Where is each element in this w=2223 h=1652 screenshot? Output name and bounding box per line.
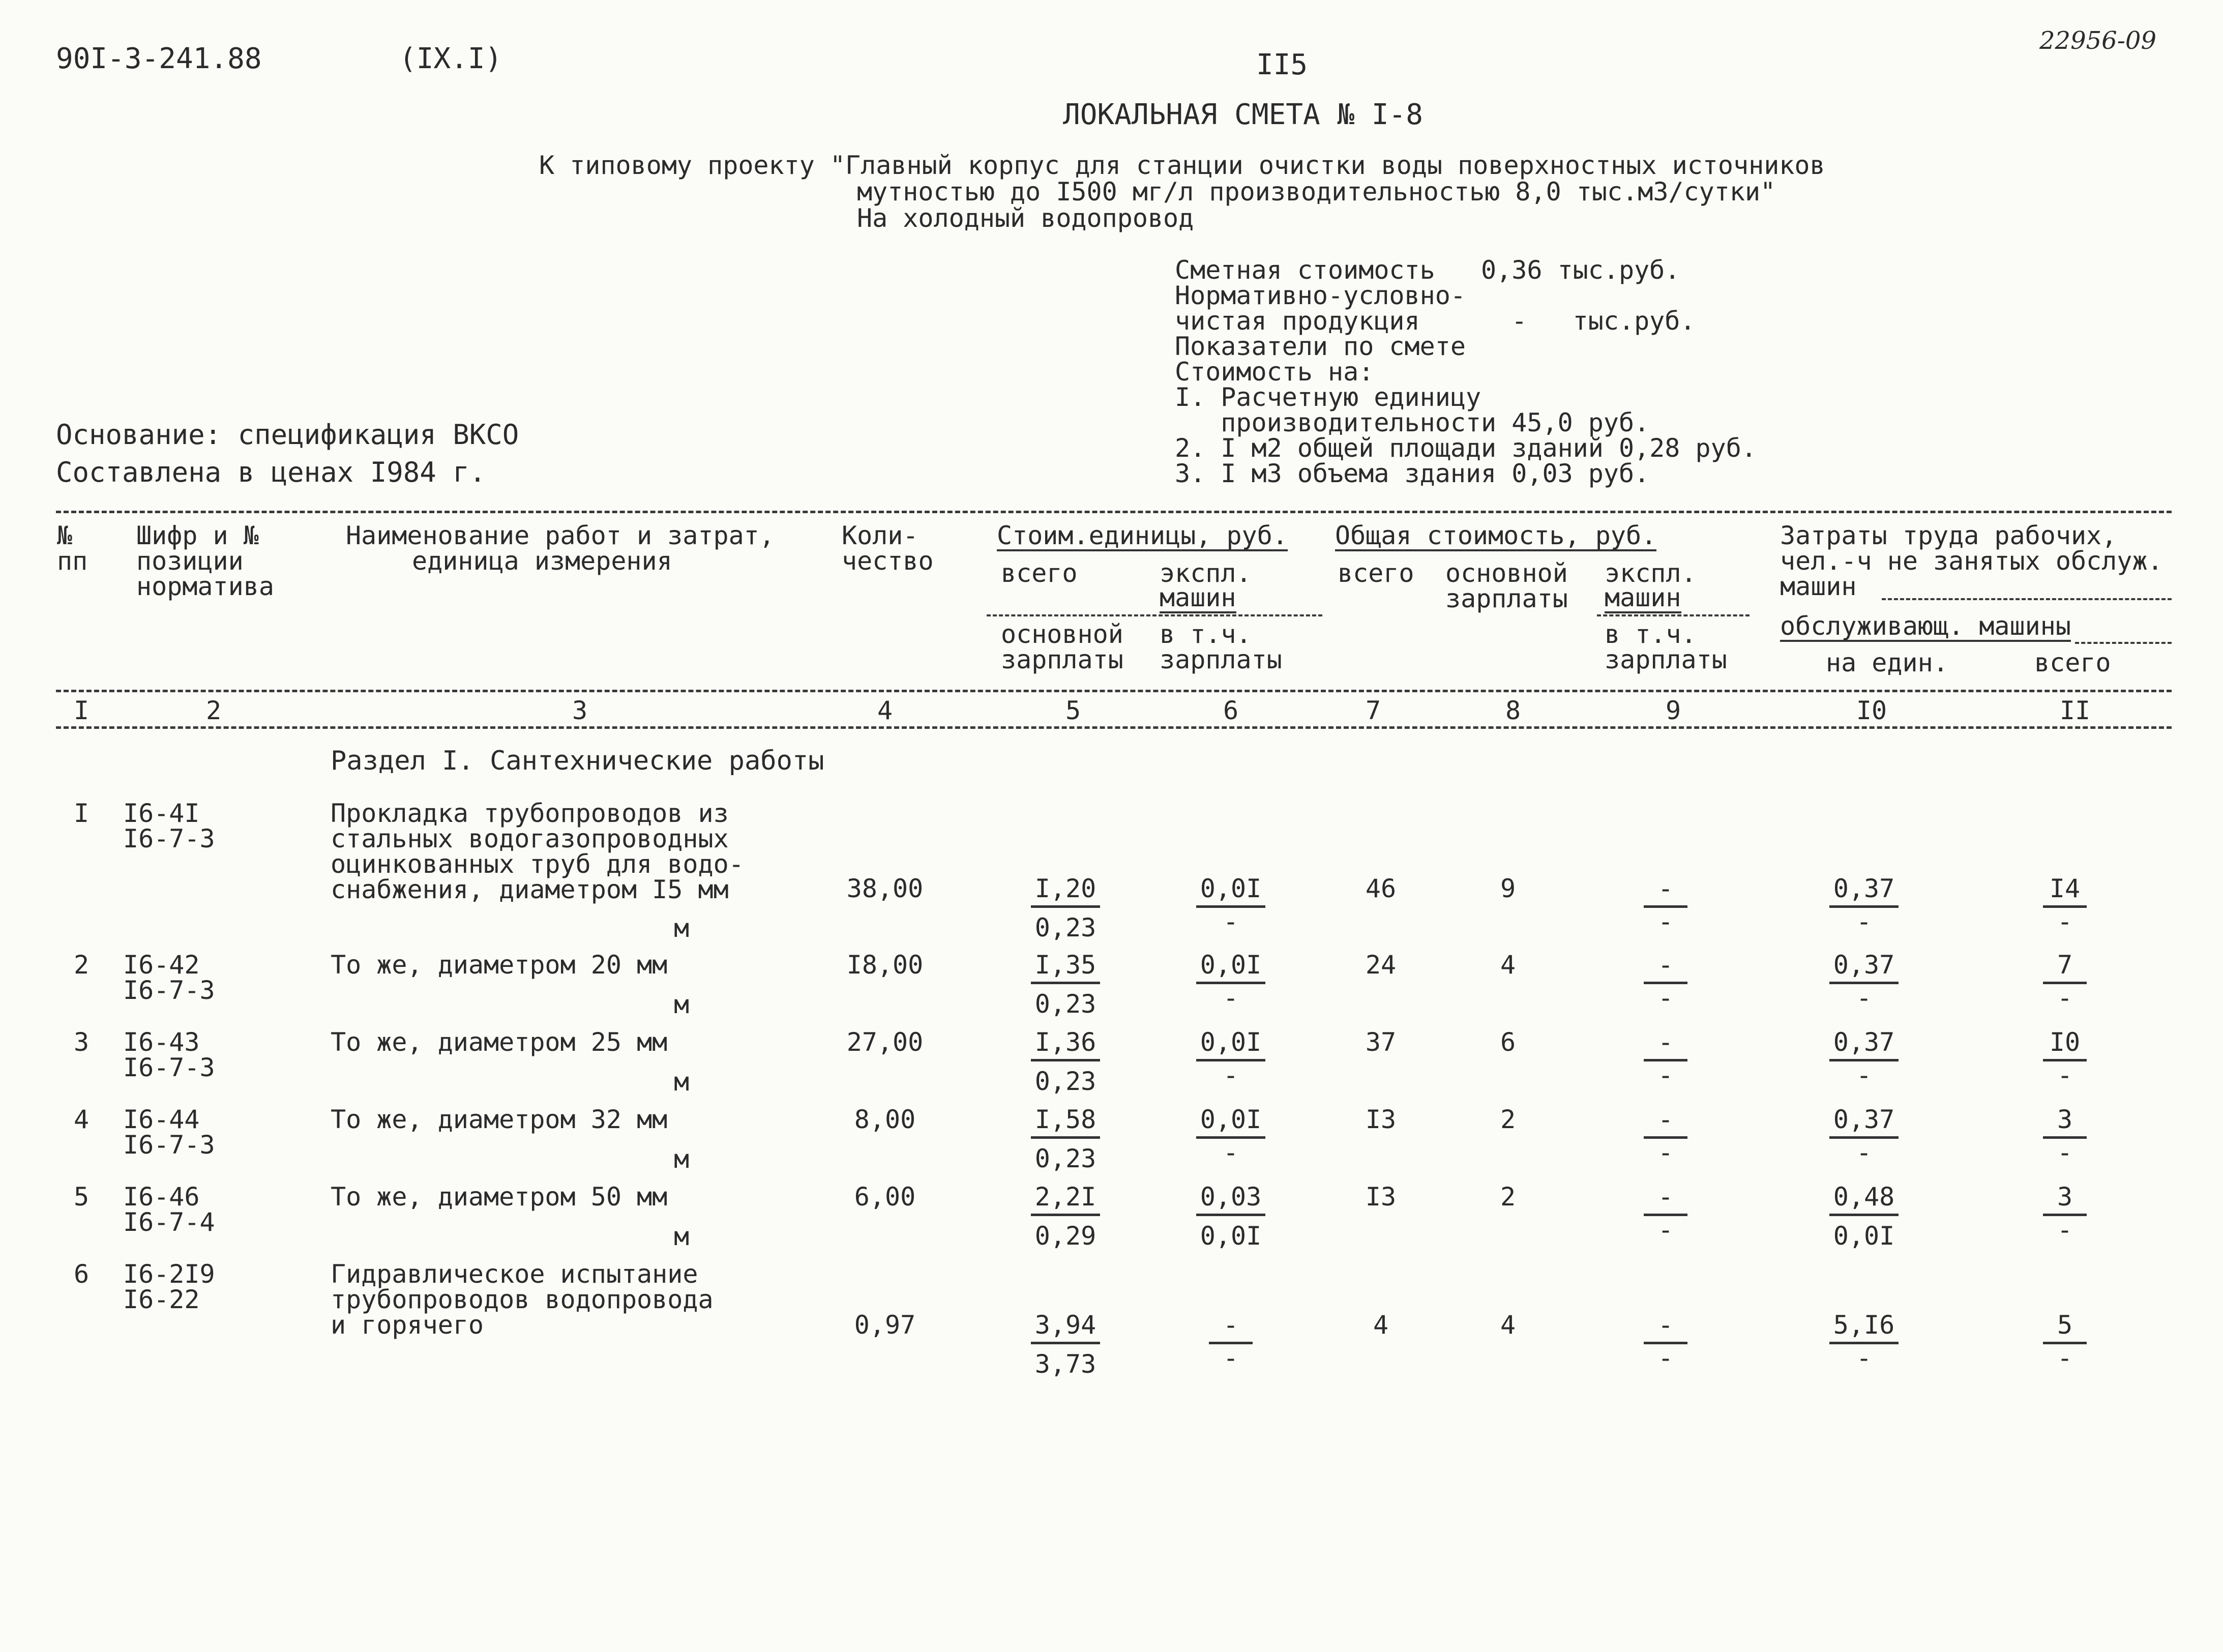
c5-top: 2,2I (1031, 1184, 1100, 1216)
quantity: 6,00 (854, 1182, 916, 1212)
c9-value (1605, 1029, 1727, 1088)
c11-top: I4 (2043, 876, 2087, 908)
unit-mach-wage-header-line: в т.ч. (1160, 620, 1252, 649)
c11-top: I0 (2043, 1029, 2087, 1061)
norm-code: I6-43 (123, 1027, 200, 1057)
c11-value (2004, 876, 2126, 934)
c9-top: - (1644, 952, 1687, 984)
summary-line: 2. I м2 общей площади зданий 0,28 руб. (1175, 433, 1757, 463)
unit-mach-wage-header-line: зарплаты (1160, 645, 1282, 674)
norm-code: I6-7-3 (123, 1053, 215, 1082)
quantity: 8,00 (854, 1105, 916, 1134)
column-number: 5 (1065, 696, 1081, 725)
row-number: 6 (73, 1259, 90, 1289)
c9-top: - (1644, 1312, 1687, 1344)
column-number: 9 (1665, 696, 1681, 725)
c5-value (1004, 1184, 1127, 1249)
work-name-line: То же, диаметром 25 мм (331, 1027, 668, 1057)
c9-top: - (1644, 876, 1687, 908)
c10-value (1803, 1312, 1925, 1371)
c9-bottom: - (1657, 1138, 1674, 1167)
unit-sub-rule (987, 614, 1322, 616)
c6-value (1170, 952, 1292, 1011)
column-number: 3 (572, 696, 588, 725)
unit-cost-group-header: Стоим.единицы, руб. (997, 521, 1288, 550)
column-number: 2 (205, 696, 222, 725)
c10-value (1803, 1184, 1925, 1249)
c6-top: - (1209, 1312, 1253, 1344)
c10-value (1803, 952, 1925, 1011)
unit-of-measure: м (674, 990, 690, 1019)
c9-bottom: - (1657, 907, 1674, 936)
total-cost: 24 (1365, 950, 1397, 980)
unit-mach-header-line: машин (1160, 583, 1236, 612)
c10-value (1803, 1107, 1925, 1165)
c11-top: 5 (2043, 1312, 2087, 1344)
archive-code: 22956-09 (2039, 26, 2156, 55)
c6-bottom: - (1223, 907, 1239, 936)
project-code: 90I-3-241.88 (56, 42, 262, 75)
unit-of-measure: м (674, 1222, 690, 1251)
c11-value (2004, 1029, 2126, 1088)
total-cost-group-header: Общая стоимость, руб. (1335, 521, 1657, 550)
c10-bottom: - (1856, 1060, 1872, 1090)
c5-bottom: 0,23 (1034, 1144, 1096, 1173)
col2-header-line: Шифр и № (136, 521, 259, 550)
unit-mach-header-line: экспл. (1160, 558, 1252, 588)
c6-value (1170, 876, 1292, 934)
work-name-line: стальных водогазопроводных (331, 824, 729, 853)
c5-top: I,36 (1031, 1029, 1100, 1061)
labor-header-line: Затраты труда рабочих, (1780, 521, 2117, 550)
header-bottom-rule (56, 726, 2172, 729)
col2-header-line: позиции (136, 546, 244, 576)
column-number: 4 (877, 696, 893, 725)
total-basic-header-line: основной (1445, 558, 1568, 588)
c11-value (2004, 1107, 2126, 1165)
total-mach-header-line: экспл. (1605, 558, 1697, 588)
quantity: I8,00 (846, 950, 924, 980)
labor-sub-rule (1882, 598, 2172, 600)
c9-top: - (1644, 1184, 1687, 1216)
work-name-line: То же, диаметром 50 мм (331, 1182, 668, 1212)
c6-top: 0,0I (1196, 1029, 1265, 1061)
col1-header-line: пп (57, 546, 88, 576)
c10-bottom: - (1856, 983, 1872, 1013)
labor-header-line: машин (1780, 572, 1857, 601)
quantity: 0,97 (854, 1310, 916, 1340)
work-name-line: оцинкованных труб для водо- (331, 849, 744, 879)
subtitle-line-1: К типовому проекту "Главный корпус для станции очистки воды поверхностных источников (539, 151, 1825, 180)
estimate-title: ЛОКАЛЬНАЯ СМЕТА № I-8 (1063, 98, 1424, 131)
col2-header-line: норматива (136, 572, 274, 601)
summary-line: Стоимость на: (1175, 357, 1374, 387)
volume-label: (IX.I) (399, 42, 502, 75)
total-mach-wage-header-line: в т.ч. (1605, 620, 1697, 649)
c6-top: 0,03 (1196, 1184, 1265, 1216)
total-basic-wage: 2 (1500, 1182, 1516, 1212)
c9-top: - (1644, 1029, 1687, 1061)
c5-value (1004, 1029, 1127, 1094)
basis-line: Основание: спецификация ВКСО (56, 419, 519, 451)
c9-value (1605, 876, 1727, 934)
c11-top: 7 (2043, 952, 2087, 984)
c9-bottom: - (1657, 983, 1674, 1013)
c11-bottom: - (2057, 1343, 2073, 1373)
total-basic-wage: 4 (1500, 950, 1516, 980)
c10-top: 0,37 (1829, 876, 1899, 908)
subtitle-line-3: На холодный водопровод (857, 203, 1194, 233)
column-number: II (2059, 696, 2091, 725)
page-number: II5 (1256, 48, 1308, 81)
total-sub-rule (1597, 614, 1750, 616)
labor-unit-header: на един. (1826, 648, 1948, 677)
c5-bottom: 0,23 (1034, 1067, 1096, 1096)
total-cost: 37 (1365, 1027, 1397, 1057)
c5-top: I,35 (1031, 952, 1100, 984)
c11-top: 3 (2043, 1184, 2087, 1216)
c11-bottom: - (2057, 907, 2073, 936)
work-name-line: Гидравлическое испытание (331, 1259, 698, 1289)
quantity: 27,00 (846, 1027, 924, 1057)
c10-top: 0,37 (1829, 952, 1899, 984)
col3-header-line: Наименование работ и затрат, (346, 521, 775, 550)
c11-bottom: - (2057, 1215, 2073, 1245)
row-number: 4 (73, 1105, 90, 1134)
c10-value (1803, 876, 1925, 934)
labor-service-header: обслуживающ. машины (1780, 611, 2071, 641)
c9-bottom: - (1657, 1215, 1674, 1245)
column-number: 6 (1223, 696, 1239, 725)
col3-header-line: единица измерения (412, 546, 672, 576)
c5-bottom: 0,29 (1034, 1221, 1096, 1251)
row-number: 3 (73, 1027, 90, 1057)
summary-line: Сметная стоимость 0,36 тыс.руб. (1175, 255, 1680, 285)
c6-value (1170, 1312, 1292, 1371)
header-mid-rule (56, 690, 2172, 692)
norm-code: I6-42 (123, 950, 200, 980)
total-basic-wage: 6 (1500, 1027, 1516, 1057)
c10-top: 5,I6 (1829, 1312, 1899, 1344)
work-name-line: и горячего (331, 1310, 484, 1340)
unit-basic-header-line: зарплаты (1001, 645, 1123, 674)
summary-line: чистая продукция - тыс.руб. (1175, 306, 1696, 336)
price-year-line: Составлена в ценах I984 г. (56, 456, 486, 488)
summary-line: Показатели по смете (1175, 332, 1466, 361)
c6-bottom: 0,0I (1200, 1221, 1262, 1251)
c9-bottom: - (1657, 1060, 1674, 1090)
c5-value (1004, 1312, 1127, 1377)
column-number: I (73, 696, 90, 725)
c6-top: 0,0I (1196, 1107, 1265, 1139)
c10-top: 0,37 (1829, 1107, 1899, 1139)
header-top-rule (56, 511, 2172, 513)
c9-bottom: - (1657, 1343, 1674, 1373)
c10-top: 0,48 (1829, 1184, 1899, 1216)
c10-top: 0,37 (1829, 1029, 1899, 1061)
norm-code: I6-2I9 (123, 1259, 215, 1289)
norm-code: I6-44 (123, 1105, 200, 1134)
norm-code: I6-46 (123, 1182, 200, 1212)
total-basic-wage: 4 (1500, 1310, 1516, 1340)
c6-top: 0,0I (1196, 952, 1265, 984)
work-name-line: То же, диаметром 20 мм (331, 950, 668, 980)
norm-code: I6-7-3 (123, 1130, 215, 1160)
total-cost: I3 (1365, 1105, 1397, 1134)
norm-code: I6-7-3 (123, 824, 215, 853)
total-mach-header-line: машин (1605, 583, 1681, 612)
c6-bottom: - (1223, 983, 1239, 1013)
c11-value (2004, 1312, 2126, 1371)
c10-bottom: - (1856, 1138, 1872, 1167)
total-cost: 4 (1373, 1310, 1389, 1340)
summary-line: I. Расчетную единицу (1175, 382, 1481, 412)
row-number: 5 (73, 1182, 90, 1212)
unit-total-header: всего (1001, 558, 1078, 588)
c5-top: I,20 (1031, 876, 1100, 908)
c9-value (1605, 952, 1727, 1011)
column-number: I0 (1856, 696, 1887, 725)
c5-value (1004, 952, 1127, 1017)
c9-value (1605, 1184, 1727, 1243)
c11-bottom: - (2057, 1138, 2073, 1167)
c10-bottom: - (1856, 1343, 1872, 1373)
c5-top: I,58 (1031, 1107, 1100, 1139)
c6-bottom: - (1223, 1060, 1239, 1090)
col4-header-line: чество (842, 546, 934, 576)
total-basic-header-line: зарплаты (1445, 584, 1568, 613)
c11-bottom: - (2057, 983, 2073, 1013)
row-number: 2 (73, 950, 90, 980)
c5-value (1004, 1107, 1127, 1171)
c5-bottom: 0,23 (1034, 989, 1096, 1019)
total-all-header: всего (1338, 558, 1414, 588)
total-basic-wage: 9 (1500, 874, 1516, 903)
col1-header-line: № (57, 521, 73, 550)
work-name-line: Прокладка трубопроводов из (331, 799, 729, 828)
c9-value (1605, 1312, 1727, 1371)
c10-bottom: - (1856, 907, 1872, 936)
total-cost: I3 (1365, 1182, 1397, 1212)
unit-basic-header-line: основной (1001, 620, 1123, 649)
c10-value (1803, 1029, 1925, 1088)
c11-value (2004, 1184, 2126, 1243)
c11-value (2004, 952, 2126, 1011)
column-number: 7 (1365, 696, 1381, 725)
total-mach-wage-header-line: зарплаты (1605, 645, 1727, 674)
norm-code: I6-7-4 (123, 1207, 215, 1237)
unit-of-measure: м (674, 1144, 690, 1174)
summary-line: Нормативно-условно- (1175, 281, 1466, 310)
c5-top: 3,94 (1031, 1312, 1100, 1344)
section-title: Раздел I. Сантехнические работы (331, 746, 824, 776)
norm-code: I6-4I (123, 799, 200, 828)
labor-total-header: всего (2034, 648, 2111, 677)
c6-value (1170, 1184, 1292, 1249)
work-name-line: То же, диаметром 32 мм (331, 1105, 668, 1134)
c5-bottom: 0,23 (1034, 913, 1096, 942)
labor-header-line: чел.-ч не занятых обслуж. (1780, 546, 2163, 576)
summary-line: производительности 45,0 руб. (1175, 408, 1650, 437)
column-number: 8 (1505, 696, 1521, 725)
unit-of-measure: м (674, 913, 690, 943)
norm-code: I6-7-3 (123, 976, 215, 1005)
c5-bottom: 3,73 (1034, 1349, 1096, 1379)
c9-top: - (1644, 1107, 1687, 1139)
row-number: I (73, 799, 90, 828)
subtitle-line-2: мутностью до I500 мг/л производительностью 8,0 тыс.м3/сутки" (857, 177, 1776, 206)
col4-header-line: Коли- (842, 521, 918, 550)
work-name-line: снабжения, диаметром I5 мм (331, 875, 729, 904)
quantity: 38,00 (846, 874, 924, 903)
total-basic-wage: 2 (1500, 1105, 1516, 1134)
c6-value (1170, 1029, 1292, 1088)
labor-service-rule (2075, 642, 2172, 644)
work-name-line: трубопроводов водопровода (331, 1285, 714, 1314)
c11-top: 3 (2043, 1107, 2087, 1139)
c6-bottom: - (1223, 1138, 1239, 1167)
c9-value (1605, 1107, 1727, 1165)
c6-top: 0,0I (1196, 876, 1265, 908)
c10-bottom: 0,0I (1833, 1221, 1895, 1251)
c11-bottom: - (2057, 1060, 2073, 1090)
unit-of-measure: м (674, 1067, 690, 1097)
total-cost: 46 (1365, 874, 1397, 903)
c6-bottom: - (1223, 1343, 1239, 1373)
c6-value (1170, 1107, 1292, 1165)
norm-code: I6-22 (123, 1285, 200, 1314)
summary-line: 3. I м3 объема здания 0,03 руб. (1175, 459, 1650, 488)
c5-value (1004, 876, 1127, 940)
